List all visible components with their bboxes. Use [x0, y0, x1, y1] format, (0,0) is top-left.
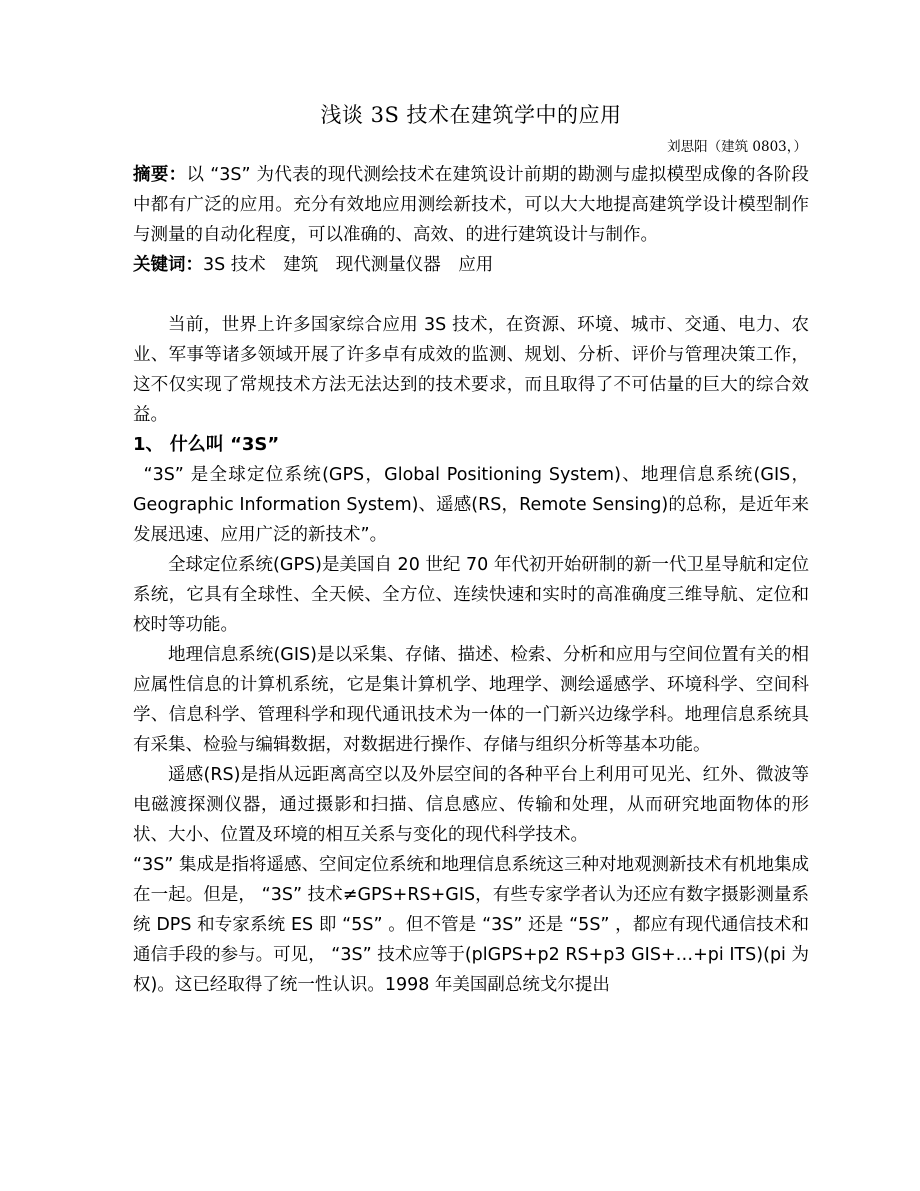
keywords-text: 3S 技术 建筑 现代测量仪器 应用 [203, 255, 494, 275]
section-heading-1 [133, 430, 809, 460]
keywords-paragraph [133, 250, 809, 280]
section1-paragraph-5: “3S” 集成是指将遥感、空间定位系统和地理信息系统这三种对地观测新技术有机地集成在一起。但是， “3S” 技术≠GPS+RS+GIS，有些专家学者认为还应有数字摄影测量系统 DPS 和专家系统 ES 即 “5S” 。但不管是 “3S” 还是 “5S” ，都应有现代通信技术和通信手段的参与。可见， “3S” 技术应等于(plGPS+p2 RS+p3 GIS+…+pi ITS)(pi 为权)。这已经取得了统一性认识。1998 年美国副总统戈尔提出 [133, 855, 809, 995]
section-spacer [133, 280, 809, 310]
section1-paragraph-1: “3S” 是全球定位系统(GPS，Global Positioning System)、地理信息系统(GIS，Geographic Information System)、遥感(RS，Remote Sensing)的总称，是近年来发展迅速、应用广泛的新技术”。 [133, 465, 809, 545]
author-byline: 刘思阳（建筑 0803，） [667, 139, 807, 155]
section1-paragraph-3: 地理信息系统(GIS)是以采集、存储、描述、检索、分析和应用与空间位置有关的相应属性信息的计算机系统，它是集计算机学、地理学、测绘遥感学、环境科学、空间科学、信息科学、管理科学和现代通讯技术为一体的一门新兴边缘学科。地理信息系统具有采集、检验与编辑数据，对数据进行操作、存储与组织分析等基本功能。 [133, 645, 809, 755]
abstract-label: 摘要： [133, 165, 187, 185]
page-content [133, 0, 809, 1000]
abstract-paragraph [133, 158, 809, 250]
section1-paragraph-4: 遥感(RS)是指从远距离高空以及外层空间的各种平台上利用可见光、红外、微波等电磁渡探测仪器，通过摄影和扫描、信息感应、传输和处理，从而研究地面物体的形状、大小、位置及环境的相互关系与变化的现代科学技术。 [133, 765, 809, 845]
section1-paragraph-2: 全球定位系统(GPS)是美国自 20 世纪 70 年代初开始研制的新一代卫星导航和定位系统，它具有全球性、全天候、全方位、连续快速和实时的高准确度三维导航、定位和校时等功能。 [133, 555, 809, 635]
intro-paragraph: 当前，世界上许多国家综合应用 3S 技术，在资源、环境、城市、交通、电力、农业、军事等诸多领域开展了许多卓有成效的监测、规划、分析、评价与管理决策工作，这不仅实现了常规技术方法无法达到的技术要求，而且取得了不可估量的巨大的综合效益。 [133, 315, 809, 425]
keywords-label: 关键词： [133, 255, 203, 275]
abstract-text: 以 “3S” 为代表的现代测绘技术在建筑设计前期的勘测与虚拟模型成像的各阶段中都有广泛的应用。充分有效地应用测绘新技术，可以大大地提高建筑学设计模型制作与测量的自动化程度，可以准确的、高效、的进行建筑设计与制作。 [133, 165, 809, 245]
page-title: 浅谈 3S 技术在建筑学中的应用 [320, 103, 622, 127]
section-number: 1、 [133, 434, 164, 455]
section-title: 什么叫 “3S” [163, 434, 280, 455]
